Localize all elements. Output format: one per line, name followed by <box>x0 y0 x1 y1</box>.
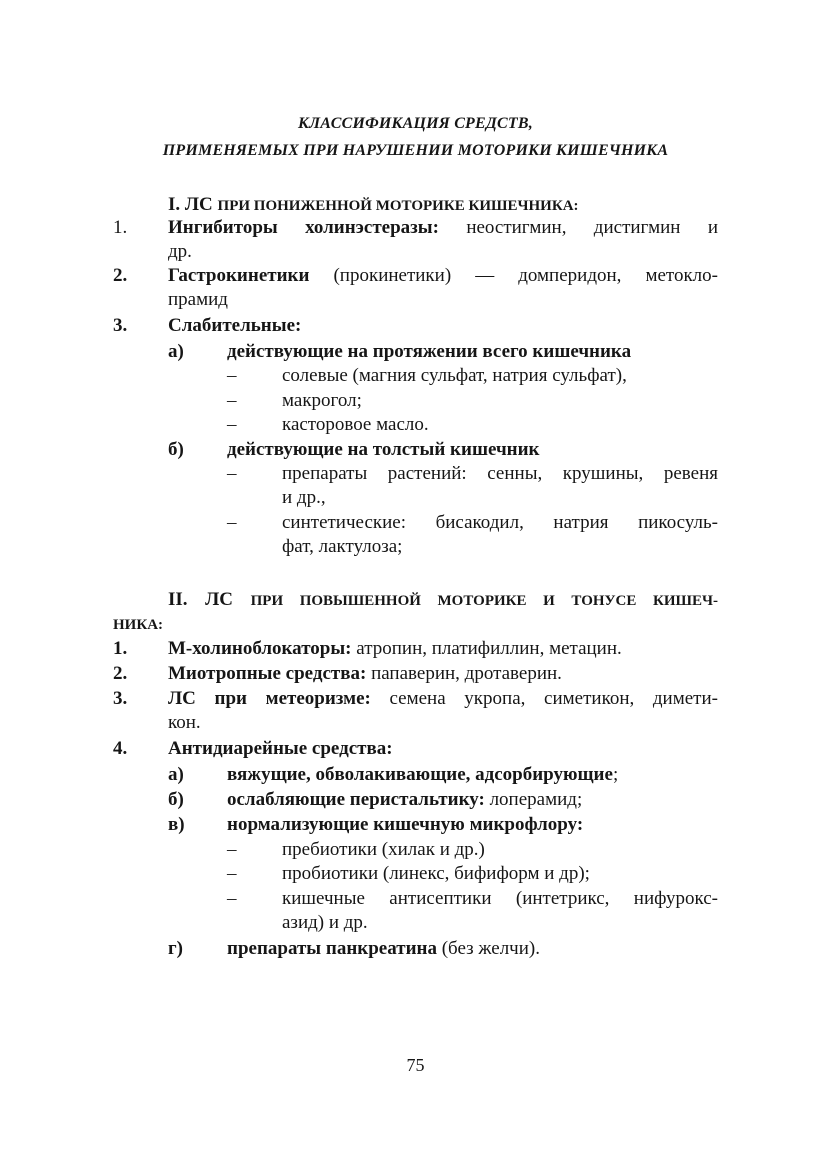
dash-bullet: – <box>227 365 237 386</box>
dash-bullet: – <box>227 888 237 909</box>
sub-item-text <box>227 763 618 787</box>
sub-item-desc: ; <box>612 764 619 785</box>
item-desc: папаверин, дротаверин. <box>366 663 562 684</box>
sub-item-term: ослабляющие перистальтику: <box>227 789 485 810</box>
list-item-number: 3. <box>113 688 128 709</box>
sub-item-term: вяжущие, обволакивающие, адсорбирующие <box>227 764 613 785</box>
dash-bullet: – <box>227 839 237 860</box>
dash-item: солевые (магния сульфат, натрия сульфат), <box>282 365 627 386</box>
sub-item-text: действующие на протяжении всего кишечника <box>227 341 632 362</box>
dash-item: пробиотики (линекс, бифиформ и др); <box>282 863 590 884</box>
list-item-continuation: кон. <box>168 712 201 733</box>
list-item-number: 1. <box>113 638 128 659</box>
dash-bullet: – <box>227 512 237 533</box>
list-item-continuation: прамид <box>168 289 228 310</box>
list-item-text: Слабительные: <box>168 315 302 336</box>
item-term: Ингибиторы холинэстеразы: <box>168 217 439 238</box>
section-1-heading-prefix: I. ЛС <box>168 194 218 215</box>
sub-item-text <box>227 788 582 812</box>
page-title-line-2: ПРИМЕНЯЕМЫХ ПРИ НАРУШЕНИИ МОТОРИКИ КИШЕЧНИКА <box>162 142 669 159</box>
dash-bullet: – <box>227 414 237 435</box>
section-2-heading-text: ПРИ ПОВЫШЕННОЙ МОТОРИКЕ И ТОНУСЕ КИШЕЧ- <box>250 593 718 609</box>
sub-item-text: действующие на толстый кишечник <box>227 439 540 460</box>
list-item-number: 2. <box>113 663 128 684</box>
section-2-heading <box>168 588 718 613</box>
sub-item-label: б) <box>168 789 184 810</box>
item-term: М-холиноблокаторы: <box>168 638 352 659</box>
dash-item-continuation: азид) и др. <box>282 912 368 933</box>
item-term: Миотропные средства: <box>168 663 367 684</box>
sub-item-text: нормализующие кишечную микрофлору: <box>227 814 584 835</box>
dash-bullet: – <box>227 863 237 884</box>
sub-item-label: а) <box>168 764 184 785</box>
dash-item-continuation: и др., <box>282 487 326 508</box>
page-number: 75 <box>406 1055 425 1075</box>
section-2-heading-continuation <box>113 612 163 637</box>
dash-item: макрогол; <box>282 390 362 411</box>
sub-item-label: б) <box>168 439 184 460</box>
dash-item: касторовое масло. <box>282 414 429 435</box>
section-2-heading-cont-text: НИКА: <box>113 617 164 633</box>
section-1-heading-text: ПРИ ПОНИЖЕННОЙ МОТОРИКЕ КИШЕЧНИКА: <box>217 198 579 214</box>
list-item-text <box>168 662 562 686</box>
sub-item-label: в) <box>168 814 185 835</box>
list-item-number: 4. <box>113 738 128 759</box>
dash-item: синтетические: бисакодил, натрия пикосуль- <box>282 512 718 533</box>
list-item-number: 2. <box>113 265 128 286</box>
item-desc: семена укропа, симетикон, димети- <box>370 688 718 709</box>
sub-item-desc: лоперамид; <box>484 789 583 810</box>
dash-item-continuation: фат, лактулоза; <box>282 536 403 557</box>
dash-item: препараты растений: сенны, крушины, ревеня <box>282 463 718 484</box>
page-title-line-1: КЛАССИФИКАЦИЯ СРЕДСТВ, <box>298 115 533 132</box>
list-item-continuation: др. <box>168 241 192 262</box>
item-desc: неостигмин, дистигмин и <box>438 217 718 238</box>
sub-item-label: г) <box>168 938 183 959</box>
dash-item: кишечные антисептики (интетрикс, нифурокс- <box>282 888 718 909</box>
section-2-heading-prefix: II. ЛС <box>168 589 251 610</box>
section-1-heading <box>168 193 579 218</box>
sub-item-label: а) <box>168 341 184 362</box>
item-desc: атропин, платифиллин, метацин. <box>351 638 622 659</box>
list-item-text: Антидиарейные средства: <box>168 738 393 759</box>
list-item-number: 3. <box>113 315 128 336</box>
item-desc: (прокинетики) — домперидон, метокло- <box>309 265 718 286</box>
dash-bullet: – <box>227 390 237 411</box>
list-item-text <box>168 687 718 711</box>
sub-item-text <box>227 937 540 961</box>
item-term: ЛС при метеоризме: <box>168 688 371 709</box>
list-item-text <box>168 637 622 661</box>
list-item-text <box>168 216 718 240</box>
dash-item: пребиотики (хилак и др.) <box>282 839 485 860</box>
dash-bullet: – <box>227 463 237 484</box>
list-item-text <box>168 264 718 288</box>
item-term: Гастрокинетики <box>168 265 310 286</box>
list-item-number: 1. <box>113 217 128 238</box>
sub-item-term: препараты панкреатина <box>227 938 437 959</box>
sub-item-desc: (без желчи). <box>436 938 540 959</box>
